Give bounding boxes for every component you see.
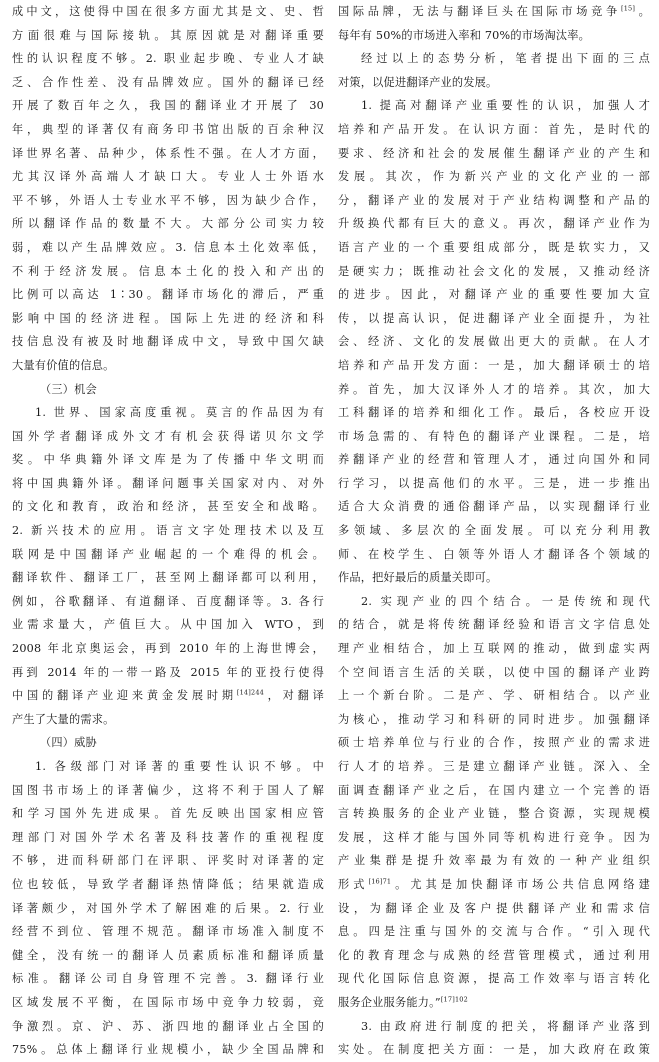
line-text: 适合大众消费的通俗翻译产品，以实现翻译行业 [338, 500, 650, 514]
text-line [338, 401, 650, 425]
text-line [12, 472, 324, 496]
line-text: 75%。总体上翻译行业规模小，缺少全国品牌和 [12, 1043, 324, 1057]
text-line [12, 543, 324, 567]
line-text: 翻译软件、翻译工厂，甚至网上翻译都可以利用， [12, 571, 324, 585]
line-text: 会、经济、文化的发展做出更大的贡献。在人才 [338, 335, 650, 349]
text-line [338, 920, 650, 944]
text-line [338, 637, 650, 661]
text-line [338, 0, 650, 24]
text-line [12, 401, 324, 425]
text-line [12, 260, 324, 284]
line-text: 译世界名著、品种少，体系性不强。在人才方面， [12, 146, 324, 160]
section-heading [12, 731, 324, 755]
text-line [338, 283, 650, 307]
line-text: 传，以提高认识，促进翻译产业全面提升，为社 [338, 311, 650, 325]
text-line [12, 142, 324, 166]
line-text: 面调查翻译产业之后，在国内建立一个完善的语 [338, 783, 650, 797]
text-line [12, 165, 324, 189]
line-text: 理部门对国外学术名著及科技著作的重视程度 [12, 830, 324, 844]
line-text: 例如，谷歌翻译、有道翻译、百度翻译等。3. 各行 [12, 594, 324, 608]
line-text: 每年有 50%的市场进入率和 70%的市场淘汰率。 [338, 28, 591, 42]
line-text: 言转换服务的企业产业链，整合资源，实现规模 [338, 807, 650, 821]
line-text: 经营不到位、管理不规范。翻译市场准入制度不 [12, 925, 324, 939]
line-text: 实处。在制度把关方面：一是，加大政府在政策 [338, 1043, 650, 1057]
text-line [12, 24, 324, 48]
citation-superscript: [15] [620, 4, 636, 13]
line-text: 服务企业服务能力。” [338, 995, 441, 1009]
line-text: 作品，把好最后的质量关即可。 [338, 571, 498, 585]
text-line [338, 47, 650, 71]
text-line [12, 0, 324, 24]
text-line [338, 897, 650, 921]
line-text: 师、在校学生、白领等外语人才翻译各个领域的 [338, 547, 650, 561]
text-line [12, 519, 324, 543]
text-line [12, 991, 324, 1015]
line-text: 区域发展不平衡，在国际市场中竞争力较弱，竞 [12, 995, 324, 1009]
line-text: 所以翻译作品的数量不大。大部分公司实力较 [12, 217, 324, 231]
text-line [12, 849, 324, 873]
text-line [338, 590, 650, 614]
text-line [338, 708, 650, 732]
line-text: 工科翻译的培养和细化工作。最后，各校应开设 [338, 406, 650, 420]
line-text: 位也较低，导致学者翻译热情降低；结果就造成 [12, 877, 324, 891]
line-text: 培养和产品开发方面：一是，加大翻译硕士的培 [338, 358, 650, 372]
text-line [338, 967, 650, 991]
line-text: 产业集群是提升效率最为有效的一种产业组织 [338, 854, 650, 868]
line-text: 健全，没有统一的翻译人员素质标准和翻译质量 [12, 948, 324, 962]
line-text: 理产业相结合，加上互联网的推动，做到虚实两 [338, 642, 650, 656]
left-column [12, 0, 324, 1062]
line-text: 不够，进而科研部门在评职、评奖时对译著的定 [12, 854, 324, 868]
line-text: 1. 各级部门对译著的重要性认识不够。中 [35, 760, 324, 773]
line-text: 是硬实力；既推动社会文化的发展，又推动经济 [338, 264, 650, 278]
text-line [338, 661, 650, 685]
text-line [12, 330, 324, 354]
line-text-continued: ，对翻译 [264, 689, 324, 703]
line-text: 奖。中华典籍外译文库是为了传播中华文明而 [12, 453, 324, 467]
line-text: 经过以上的态势分析，笔者提出下面的三点 [361, 52, 650, 66]
line-text: 2008 年北京奥运会，再到 2010 年的上海世博会， [12, 642, 324, 656]
text-line [338, 71, 650, 95]
text-line [338, 755, 650, 779]
text-line [12, 590, 324, 614]
line-text: 硕士培养单位与行业的合作，按照产业的需求进 [338, 736, 650, 750]
line-text: 2. 新兴技术的应用。语言文字处理技术以及互 [12, 524, 324, 538]
line-text: 标准。翻译公司自身管理不完善。3. 翻译行业 [12, 972, 324, 986]
text-line [338, 873, 650, 897]
line-text: 和学习国外先进成果。首先反映出国家相应管 [12, 807, 324, 821]
text-line [338, 991, 650, 1015]
text-line [12, 708, 324, 732]
text-line [12, 897, 324, 921]
text-line [12, 661, 324, 685]
text-line [12, 826, 324, 850]
line-text: 弱，难以产生品牌效应。3. 信息本土化效率低， [12, 240, 324, 254]
text-line [12, 212, 324, 236]
text-line [12, 189, 324, 213]
line-text: 性的认识程度不够。2. 职业起步晚、专业人才缺 [12, 52, 324, 66]
line-text: 乏、合作性差、没有品牌效应。国外的翻译已经 [12, 75, 324, 89]
line-text: 升级换代都有巨大的意义。再次，翻译产业作为 [338, 217, 650, 231]
line-text: 年，典型的译著仅有商务印书馆出版的百余种汉 [12, 122, 324, 136]
text-line [338, 613, 650, 637]
line-text: 成中文，这使得中国在很多方面尤其是文、史、哲 [12, 5, 324, 18]
line-text: 中国的翻译产业迎来黄金发展时期 [12, 689, 237, 703]
text-line [338, 165, 650, 189]
line-text: 国外学者翻译成外文才有机会获得诺贝尔文学 [12, 429, 324, 443]
text-line [12, 802, 324, 826]
line-text: 的进步。因此，对翻译产业的重要性要加大宣 [338, 288, 650, 302]
text-line [12, 779, 324, 803]
line-text: 国际品牌，无法与翻译巨头在国际市场竞争 [338, 5, 621, 18]
text-line [12, 920, 324, 944]
line-text: 为核心，推动学习和科研的同时进步。加强翻译 [338, 712, 650, 726]
line-text: 大量有价值的信息。 [12, 358, 115, 372]
line-text: 发展。其次，作为新兴产业的文化产业的一部 [338, 170, 650, 184]
text-line [338, 566, 650, 590]
text-line [338, 94, 650, 118]
line-text: 市场急需的、有特色的翻译产业课程。二是，培 [338, 429, 650, 443]
text-line [12, 495, 324, 519]
line-text: 联网是中国翻译产业崛起的一个难得的机会。 [12, 547, 324, 561]
line-text: 的文化和教育，政治和经济，甚至安全和战略。 [12, 500, 324, 514]
line-text: 尤其汉译外高端人才缺口大。专业人士外语水 [12, 170, 324, 184]
text-line [12, 944, 324, 968]
line-text: 技信息没有被及时地翻译成中文，导致中国欠缺 [12, 335, 324, 349]
line-text: 译著颇少，对国外学术了解困难的后果。2. 行业 [12, 901, 324, 915]
line-text: 将中国典籍外译。翻译问题事关国家对内、对外 [12, 476, 324, 490]
line-text: 行学习，以提高他们的水平。三是，进一步推出 [338, 476, 650, 490]
text-line [338, 1015, 650, 1039]
text-line [338, 826, 650, 850]
line-text: 再到 2014 年的一带一路及 2015 年的亚投行使得 [12, 665, 324, 679]
line-text: 养翻译产业的经营和管理人才，通过向国外和同 [338, 453, 650, 467]
citation-superscript: [17]102 [440, 995, 468, 1004]
text-line [338, 944, 650, 968]
text-line [338, 212, 650, 236]
citation-superscript: [14]244 [236, 688, 265, 697]
text-line [338, 802, 650, 826]
section-heading [12, 378, 324, 402]
line-text: 设，为翻译企业及客户提供翻译产业和需求信 [338, 901, 650, 915]
line-text-continued: 。尤其是加快翻译市场公共信息网络建 [391, 877, 650, 891]
line-text: 开展了数百年之久，我国的翻译业才开展了 30 [12, 99, 324, 113]
text-line [338, 354, 650, 378]
text-line [12, 71, 324, 95]
text-line [12, 283, 324, 307]
line-text: 1. 世界、国家高度重视。莫言的作品因为有 [35, 406, 324, 420]
line-text: 的结合，就是将传统翻译经验和语言文字信息处 [338, 618, 650, 632]
text-line [12, 684, 324, 708]
text-line [338, 236, 650, 260]
line-text-continued: 。 [635, 5, 650, 18]
text-line [12, 307, 324, 331]
text-line [338, 330, 650, 354]
text-line [338, 472, 650, 496]
text-line [12, 354, 324, 378]
text-line [12, 425, 324, 449]
text-line [338, 142, 650, 166]
line-text: （四）威胁 [40, 736, 97, 750]
line-text: 2. 实现产业的四个结合。一是传统和现代 [361, 594, 650, 608]
line-text: 形式 [338, 877, 369, 891]
text-line [338, 731, 650, 755]
text-line [12, 1038, 324, 1062]
text-line [12, 637, 324, 661]
text-line [338, 260, 650, 284]
line-text: 1. 提高对翻译产业重要性的认识，加强人才 [361, 99, 650, 113]
text-line [338, 684, 650, 708]
line-text: 对策，以促进翻译产业的发展。 [338, 75, 498, 89]
line-text: 养。首先，加大汉译外人才的培养。其次，加大 [338, 382, 650, 396]
text-line [338, 24, 650, 48]
line-text: 业需求量大，产值巨大。从中国加入 WTO，到 [12, 618, 324, 632]
line-text: 比例可以高达 1∶30。翻译市场化的滞后，严重 [12, 288, 324, 302]
text-line [338, 495, 650, 519]
text-line [338, 118, 650, 142]
citation-superscript: [16]71 [368, 877, 392, 886]
line-text: 不利于经济发展。信息本土化的投入和产出的 [12, 264, 324, 278]
text-line [12, 755, 324, 779]
text-line [12, 94, 324, 118]
text-line [338, 543, 650, 567]
line-text: 方面很难与国际接轨。其原因就是对翻译重要 [12, 28, 324, 42]
line-text: 行人才的培养。三是建立翻译产业链。深入、全 [338, 760, 650, 773]
line-text: 语言产业的一个重要组成部分，既是软实力，又 [338, 240, 650, 254]
line-text: 影响中国的经济进程。国际上先进的经济和科 [12, 311, 324, 325]
text-line [12, 566, 324, 590]
line-text: （三）机会 [40, 382, 97, 396]
line-text: 息。四是注重与国外的交流与合作。“引入现代 [338, 925, 650, 939]
text-line [12, 47, 324, 71]
line-text: 争激烈。京、沪、苏、浙四地的翻译业占全国的 [12, 1019, 324, 1033]
text-line [338, 448, 650, 472]
text-line [12, 118, 324, 142]
line-text: 发展，这样才能与国外同等机构进行竞争。因为 [338, 830, 650, 844]
line-text: 化的教育理念与成熟的经营管理模式，通过利用 [338, 948, 650, 962]
text-line [12, 613, 324, 637]
text-line [12, 967, 324, 991]
line-text: 现代化国际信息资源，提高工作效率与语言转化 [338, 972, 650, 986]
line-text: 产生了大量的需求。 [12, 712, 115, 726]
line-text: 要求、经济和社会的发展催生翻译产业的产生和 [338, 146, 650, 160]
line-text: 分，翻译产业的发展对于产业结构调整和产品的 [338, 193, 650, 207]
line-text: 多领域、多层次的全面发展。可以充分利用教 [338, 524, 650, 538]
text-line [12, 448, 324, 472]
text-line [338, 378, 650, 402]
line-text: 上一个新台阶。二是产、学、研相结合。以产业 [338, 689, 650, 703]
text-line [338, 307, 650, 331]
text-line [12, 873, 324, 897]
line-text: 平不够，外语人士专业水平不够，因为缺少合作， [12, 193, 324, 207]
text-line [338, 849, 650, 873]
line-text: 国图书市场上的译著偏少，这将不利于国人了解 [12, 783, 324, 797]
text-line [12, 236, 324, 260]
text-line [338, 779, 650, 803]
line-text: 个空间语言生活的关联，以使中国的翻译产业跨 [338, 665, 650, 679]
line-text: 培养和产品开发。在认识方面：首先，是时代的 [338, 122, 650, 136]
right-column [338, 0, 650, 1062]
text-line [338, 189, 650, 213]
text-line [338, 425, 650, 449]
line-text: 3. 由政府进行制度的把关，将翻译产业落到 [361, 1019, 650, 1033]
text-line [338, 1038, 650, 1062]
text-line [338, 519, 650, 543]
text-line [12, 1015, 324, 1039]
